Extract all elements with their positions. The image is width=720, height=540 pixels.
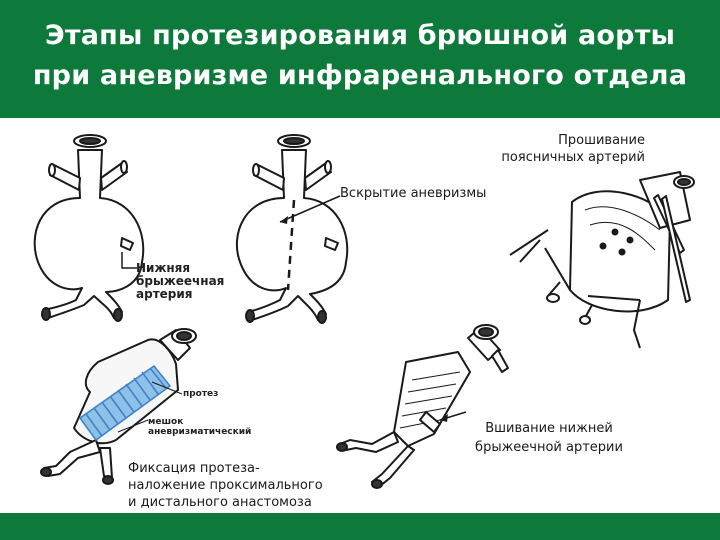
label-aneurysm-opening: Вскрытие аневризмы	[340, 186, 487, 201]
aorta-aneurysm-opened	[237, 135, 347, 323]
label-lumbar-suture	[480, 132, 645, 166]
label-lumbar-suture-line2: поясничных артерий	[501, 150, 645, 165]
graft-with-mesenteric-implant	[337, 325, 508, 488]
label-mesenteric-line2: брыжеечная	[136, 274, 225, 288]
title-bar	[0, 0, 720, 118]
slide-title-line-2: при аневризме инфраренального отдела	[32, 60, 688, 91]
label-fixation-line3: и дистального анастомоза	[128, 495, 312, 510]
label-sac-line2: аневризматический	[148, 427, 252, 437]
label-aneurysm-sac	[148, 417, 251, 437]
label-lumbar-suture-line1: Прошивание	[558, 133, 645, 148]
label-fixation-line1: Фиксация протеза-	[128, 461, 260, 476]
label-fixation-line2: наложение проксимального	[128, 478, 323, 493]
slide-title-line-1: Этапы протезирования брюшной аорты	[44, 20, 676, 51]
label-sac-line1: мешок	[148, 417, 184, 427]
opened-sac-lumbar-suture	[510, 172, 694, 348]
label-prosthesis: протез	[183, 389, 219, 399]
footer-bar	[0, 513, 720, 540]
label-inferior-mesenteric	[136, 262, 224, 301]
label-implant-line2: брыжеечной артерии	[475, 440, 623, 455]
aorta-aneurysm-intact	[35, 135, 144, 321]
label-prosthesis-fixation	[128, 460, 323, 511]
label-mesenteric-implant	[468, 419, 630, 457]
label-implant-line1: Вшивание нижней	[485, 421, 613, 436]
label-mesenteric-line1: Нижняя	[136, 261, 191, 275]
label-mesenteric-line3: артерия	[136, 287, 193, 301]
